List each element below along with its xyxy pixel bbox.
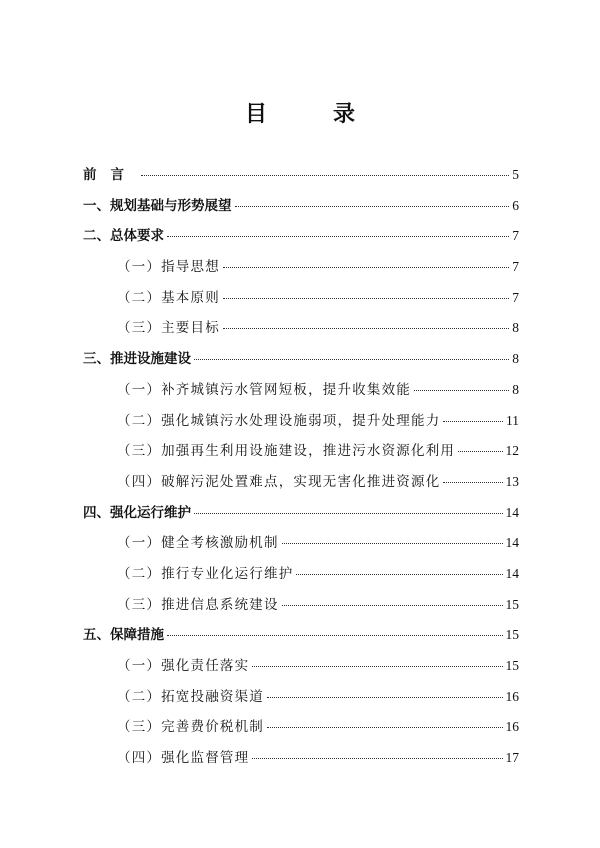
toc-section-entry[interactable]	[83, 344, 519, 375]
toc-page-number: 7	[512, 259, 519, 275]
toc-entry-label: 五、保障措施	[83, 627, 164, 644]
toc-subsection-entry[interactable]	[83, 682, 519, 713]
toc-entry-label: （一）补齐城镇污水管网短板，提升收集效能	[117, 381, 411, 398]
toc-dot-leader	[296, 574, 502, 575]
toc-subsection-entry[interactable]	[83, 559, 519, 590]
toc-page-number: 14	[505, 565, 519, 581]
toc-page-number: 15	[505, 627, 519, 643]
toc-entry-label: （一）健全考核激励机制	[117, 535, 279, 552]
toc-entry-label: （二）基本原则	[117, 289, 220, 306]
toc-entry-label: 四、强化运行维护	[83, 504, 191, 521]
toc-page-number: 13	[505, 473, 519, 489]
toc-entry-label: （四）破解污泥处置难点，实现无害化推进资源化	[117, 473, 441, 490]
toc-entry-label: （二）推行专业化运行维护	[117, 565, 294, 582]
toc-subsection-entry[interactable]	[83, 375, 519, 406]
toc-entry-label: （四）强化监督管理	[117, 750, 250, 767]
toc-page-number: 8	[512, 320, 519, 336]
toc-dot-leader	[252, 758, 502, 759]
toc-entry-label: （三）完善费价税机制	[117, 719, 264, 736]
toc-subsection-entry[interactable]	[83, 712, 519, 743]
toc-subsection-entry[interactable]	[83, 651, 519, 682]
toc-page-number: 11	[506, 412, 519, 428]
toc-dot-leader	[282, 605, 503, 606]
toc-page-number: 7	[512, 228, 519, 244]
toc-entry-label: 前言	[83, 167, 138, 183]
toc-entry-label: 三、推进设施建设	[83, 351, 191, 368]
toc-page-number: 6	[512, 197, 519, 213]
toc-page-number: 16	[505, 688, 519, 704]
toc-entry-label: （三）加强再生利用设施建设，推进污水资源化利用	[117, 443, 456, 460]
toc-subsection-entry[interactable]	[83, 406, 519, 437]
toc-subsection-entry[interactable]	[83, 313, 519, 344]
toc-page-number: 15	[505, 658, 519, 673]
toc-page-number: 17	[505, 750, 519, 766]
page-title: 目 录	[244, 102, 377, 127]
toc-dot-leader	[282, 543, 503, 544]
toc-dot-leader	[223, 298, 509, 299]
toc-page-number: 8	[512, 351, 519, 367]
toc-entry-label: 二、总体要求	[83, 228, 164, 245]
toc-entry-label: （一）指导思想	[117, 259, 220, 276]
toc-entry-label: （二）强化城镇污水处理设施弱项，提升处理能力	[117, 412, 441, 429]
toc-entry-label: （三）推进信息系统建设	[117, 596, 279, 613]
toc-entry-label: 一、规划基础与形势展望	[83, 197, 232, 214]
toc-dot-leader	[235, 206, 510, 207]
toc-page-number: 15	[505, 596, 519, 612]
toc-entry-label: （一）强化责任落实	[117, 658, 250, 674]
toc-section-entry[interactable]	[83, 160, 519, 191]
toc-section-entry[interactable]	[83, 620, 519, 651]
toc-section-entry[interactable]	[83, 498, 519, 529]
toc-subsection-entry[interactable]	[83, 743, 519, 774]
toc-dot-leader	[267, 697, 503, 698]
toc-dot-leader	[194, 513, 503, 514]
toc-entry-label: （二）拓宽投融资渠道	[117, 688, 264, 705]
toc-dot-leader	[458, 451, 502, 452]
toc-dot-leader	[414, 390, 509, 391]
toc-dot-leader	[167, 236, 509, 237]
toc-subsection-entry[interactable]	[83, 436, 519, 467]
toc-dot-leader	[252, 666, 502, 667]
table-of-contents	[83, 160, 519, 774]
toc-subsection-entry[interactable]	[83, 283, 519, 314]
toc-dot-leader	[443, 421, 503, 422]
toc-page-number: 12	[505, 443, 519, 459]
toc-page-number: 14	[505, 535, 519, 551]
toc-page-number: 16	[505, 719, 519, 735]
toc-entry-label: （三）主要目标	[117, 320, 220, 337]
toc-page-number: 7	[512, 289, 519, 305]
toc-subsection-entry[interactable]	[83, 252, 519, 283]
toc-section-entry[interactable]	[83, 191, 519, 222]
toc-dot-leader	[223, 267, 509, 268]
toc-dot-leader	[223, 328, 509, 329]
toc-page-number: 8	[512, 381, 519, 397]
toc-dot-leader	[443, 482, 502, 483]
toc-subsection-entry[interactable]	[83, 590, 519, 621]
toc-page-number: 14	[505, 504, 519, 520]
toc-dot-leader	[141, 175, 509, 176]
toc-section-entry[interactable]	[83, 221, 519, 252]
toc-page-number: 5	[512, 167, 519, 182]
toc-subsection-entry[interactable]	[83, 467, 519, 498]
toc-dot-leader	[194, 359, 509, 360]
toc-dot-leader	[167, 635, 503, 636]
toc-dot-leader	[267, 727, 503, 728]
toc-subsection-entry[interactable]	[83, 528, 519, 559]
